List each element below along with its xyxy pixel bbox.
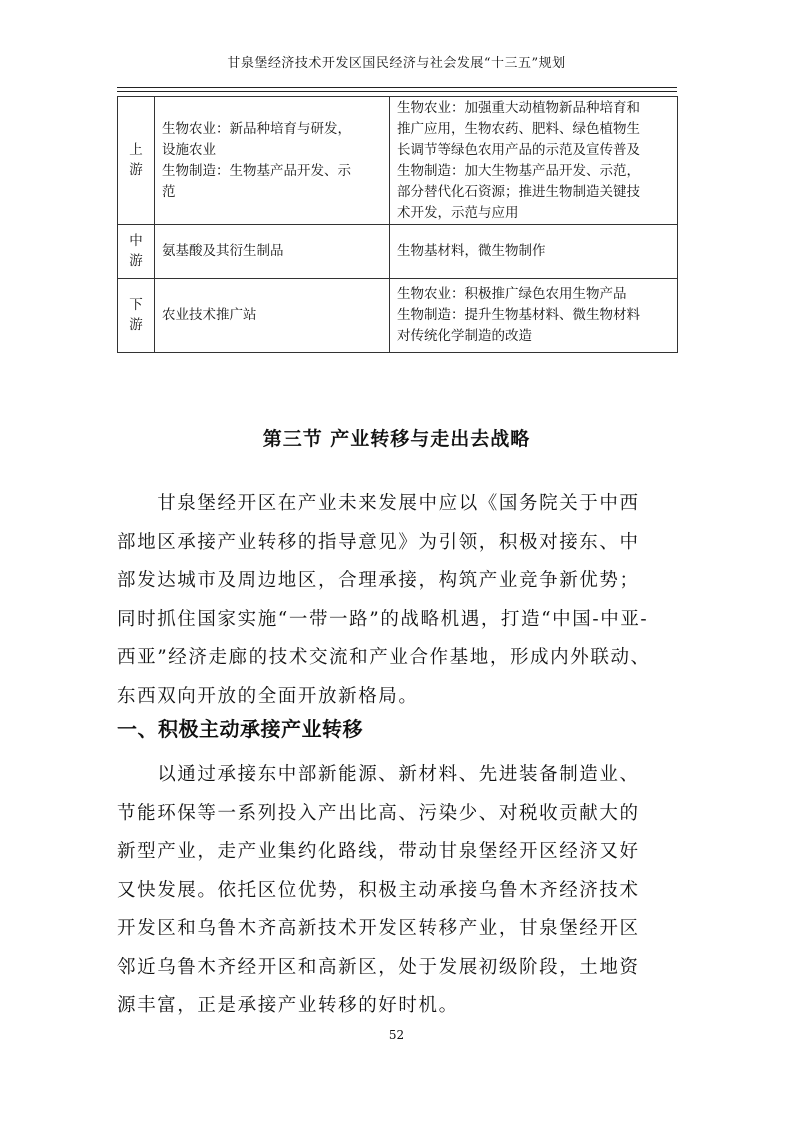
cell-line: 术开发，示范与应用 xyxy=(397,204,519,221)
direction-cell xyxy=(390,97,678,225)
body-paragraph xyxy=(117,485,677,716)
cell-line: 生物农业：新品种培育与研发， xyxy=(162,120,351,137)
cell-line: 生物制造：加大生物基产品开发、示范， xyxy=(397,162,640,179)
paragraph-line: 甘泉堡经开区在产业未来发展中应以《国务院关于中西 xyxy=(117,493,640,514)
paragraph-line: 同时抓住国家实施“一带一路”的战略机遇，打造“中国-中亚- xyxy=(117,608,649,630)
stage-label: 上游 xyxy=(129,142,143,178)
cell-line: 农业技术推广站 xyxy=(162,307,257,323)
product-cell xyxy=(155,225,390,279)
table-row xyxy=(118,225,678,279)
stage-cell xyxy=(118,225,155,279)
paragraph-line: 东西双向开放的全面开放新格局。 xyxy=(117,685,419,707)
header-rule xyxy=(117,87,677,88)
cell-line: 部分替代化石资源；推进生物制造关键技 xyxy=(397,183,640,200)
cell-line: 长调节等绿色农用产品的示范及宣传普及 xyxy=(397,141,640,158)
product-cell xyxy=(155,97,390,225)
cell-line: 生物制造：提升生物基材料、微生物材料 xyxy=(397,307,640,323)
stage-cell xyxy=(118,97,155,225)
cell-line: 推广应用，生物农药、肥料、绿色植物生 xyxy=(397,120,640,137)
stage-label: 中游 xyxy=(129,233,143,269)
paragraph-line: 部地区承接产业转移的指导意见》为引领，积极对接东、中 xyxy=(117,531,640,553)
paragraph-line: 新型产业，走产业集约化路线，带动甘泉堡经开区经济又好 xyxy=(117,841,640,862)
table-row xyxy=(118,279,678,353)
paragraph-line: 又快发展。依托区位优势，积极主动承接乌鲁木齐经济技术 xyxy=(117,879,640,901)
cell-line: 生物农业：加强重大动植物新品种培育和 xyxy=(397,99,640,116)
paragraph-line: 节能环保等一系列投入产出比高、污染少、对税收贡献大的 xyxy=(117,802,640,824)
subheading: 一、积极主动承接产业转移 xyxy=(117,717,363,741)
cell-line: 生物基材料，微生物制作 xyxy=(397,243,546,259)
paragraph-line: 源丰富，正是承接产业转移的好时机。 xyxy=(117,995,459,1016)
table-row xyxy=(118,97,678,225)
direction-cell xyxy=(390,279,678,353)
paragraph-line: 以通过承接东中部新能源、新材料、先进装备制造业、 xyxy=(117,764,640,785)
running-header: 甘泉堡经济技术开发区国民经济与社会发展“十三五”规划 xyxy=(227,56,566,71)
stage-cell xyxy=(118,279,155,353)
paragraph-line: 部发达城市及周边地区，合理承接，构筑产业竞争新优势； xyxy=(117,570,640,591)
industry-chain-table xyxy=(117,96,678,353)
cell-line: 设施农业 xyxy=(162,141,216,158)
cell-line: 生物制造：生物基产品开发、示 xyxy=(162,162,351,179)
body-paragraph xyxy=(117,756,677,1026)
paragraph-line: 邻近乌鲁木齐经开区和高新区，处于发展初级阶段，土地资 xyxy=(117,956,640,978)
page-number: 52 xyxy=(388,1028,405,1042)
direction-cell xyxy=(390,225,678,279)
paragraph-line: 开发区和乌鲁木齐高新技术开发区转移产业，甘泉堡经开区 xyxy=(117,918,640,939)
cell-line: 范 xyxy=(162,183,176,200)
cell-line: 对传统化学制造的改造 xyxy=(397,328,532,344)
cell-line: 生物农业：积极推广绿色农用生物产品 xyxy=(397,286,627,302)
section-title: 第三节 产业转移与走出去战略 xyxy=(262,428,531,450)
stage-label: 下游 xyxy=(129,297,143,333)
header-rule xyxy=(117,91,677,92)
product-cell xyxy=(155,279,390,353)
paragraph-line: 西亚”经济走廊的技术交流和产业合作基地，形成内外联动、 xyxy=(117,647,651,668)
cell-line: 氨基酸及其衍生制品 xyxy=(162,243,284,259)
